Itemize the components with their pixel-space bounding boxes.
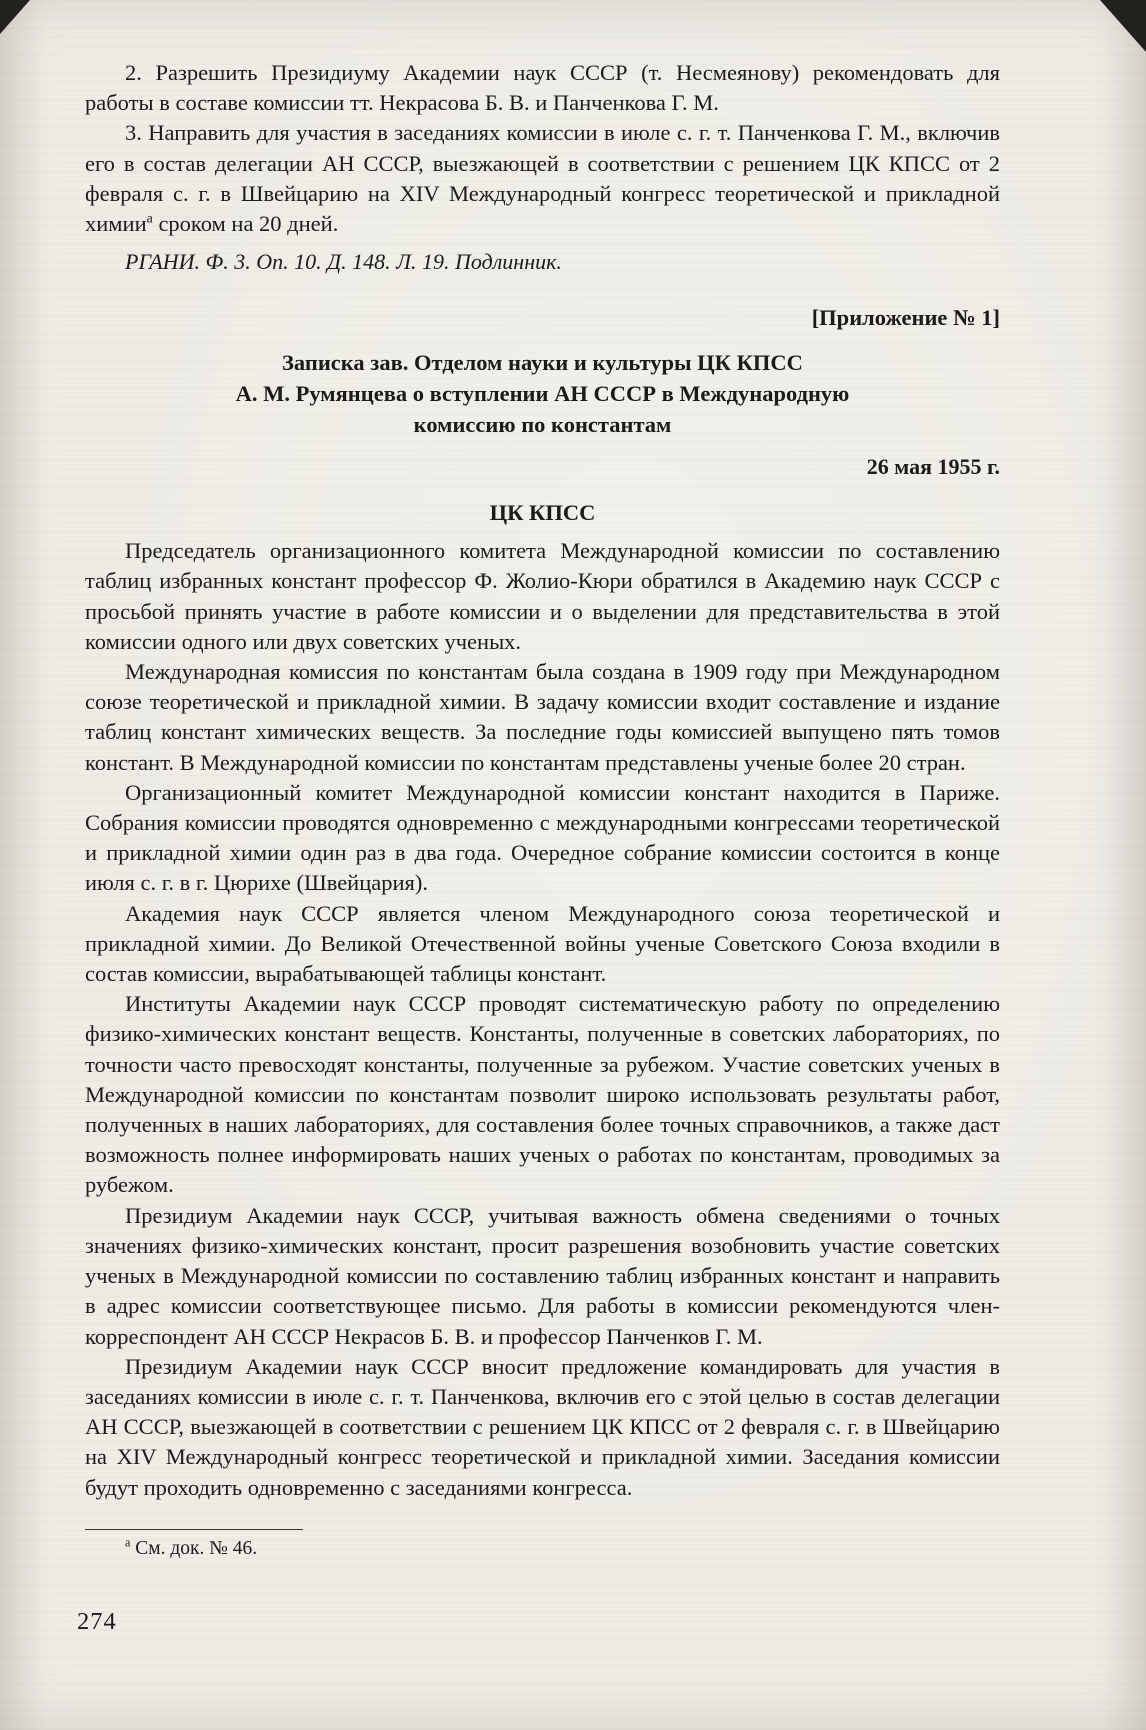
document-date: 26 мая 1955 г. (866, 454, 1000, 480)
footnote-block (85, 1529, 1000, 1562)
scan-artifact-top-left (0, 0, 30, 34)
archive-reference: РГАНИ. Ф. 3. Оп. 10. Д. 148. Л. 19. Подлинник. (125, 249, 562, 275)
body-paragraph: Президиум Академии наук СССР вносит предложение командировать для участия в заседаниях комиссии в июле с. г. т. Панченкова, включив его с этой целью в состав делегации АН СССР, выезжающей в соответствии с решением ЦК КПСС от 2 февраля с. г. в Швейцарию на XIV Международный конгресс теоретической и прикладной химии. Заседания комиссии будут проходить одновременно с заседаниями конгресса. (85, 1353, 1000, 1500)
text-segment: сроком на 20 дней. (152, 211, 339, 237)
resolution-item-2: 2. Разрешить Президиуму Академии наук СССР (т. Несмеянову) рекомендовать для работы в составе комиссии тт. Некрасова Б. В. и Панченкова Г. М. (85, 60, 1000, 116)
body-paragraph: Институты Академии наук СССР проводят систематическую работу по определению физико-химических констант веществ. Константы, полученные в советских лабораториях, по точности часто превосходят константы, полученные за рубежом. Участие советских ученых в Международной комиссии по константам позволит широко использовать результаты работ, полученных в наших лабораториях, для составления более точных справочников, а также даст возможность полнее информировать наших ученых о работах по константам, проводимых за рубежом. (85, 991, 1000, 1198)
scan-artifact-top-right (1100, 0, 1146, 52)
text-segment: 3. Направить для участия в заседаниях комиссии в июле с. г. т. Панченкова Г. М., включив его в состав делегации АН СССР, выезжающей в соответствии с решением ЦК КПСС от 2 февраля с. г. в Швейцарию на XIV Международный конгресс теоретической и прикладной химии (85, 120, 1000, 237)
footnote-rule (85, 1529, 303, 1530)
document-title (85, 347, 1000, 440)
addressee: ЦК КПСС (489, 500, 596, 526)
document-title-line-3: комиссию по константам (413, 412, 672, 438)
body-paragraph: Организационный комитет Международной комиссии констант находится в Париже. Собрания комиссии проводятся одновременно с международными конгрессами теоретической и прикладной химии один раз в два года. Очередное собрание комиссии состоится в конце июля с. г. в г. Цюрихе (Швейцария). (85, 779, 1000, 896)
body-paragraph: Академия наук СССР является членом Международного союза теоретической и прикладной химии. До Великой Отечественной войны ученые Советского Союза входили в состав комиссии, вырабатывающей таблицы констант. (85, 900, 1000, 987)
footnote-text (85, 1536, 1000, 1562)
page-content (77, 58, 1000, 1636)
text-segment: См. док. № 46. (130, 1537, 258, 1559)
appendix-label: [Приложение № 1] (811, 305, 1000, 331)
document-title-line-2: А. М. Румянцева о вступлении АН СССР в Международную (235, 381, 850, 407)
footnote-marker-ref: а (146, 211, 153, 227)
page-number: 274 (77, 1607, 117, 1635)
body-paragraph: Председатель организационного комитета Международной комиссии по составлению таблиц избранных констант профессор Ф. Жолио-Кюри обратился в Академию наук СССР с просьбой принять участие в работе комиссии и о выделении для представительства в этой комиссии одного или двух советских ученых. (85, 538, 1000, 654)
body-paragraph: Президиум Академии наук СССР, учитывая важность обмена сведениями о точных значениях физико-химических констант, просит разрешения возобновить участие советских ученых в Международной комиссии по составлению таблиц избранных констант и направить в адрес комиссии соответствующее письмо. Для работы в комиссии рекомендуются член-корреспондент АН СССР Некрасов Б. В. и профессор Панченков Г. М. (85, 1202, 1000, 1349)
body-paragraph: Международная комиссия по константам была создана в 1909 году при Международном союзе теоретической и прикладной химии. В задачу комиссии входит составление и издание таблиц констант химических веществ. За последние годы комиссией выпущено пять томов констант. В Международной комиссии по константам представлены ученые более 20 стран. (85, 659, 1000, 775)
document-title-line-1: Записка зав. Отделом науки и культуры ЦК КПСС (282, 350, 803, 376)
footnote-marker: а (125, 1535, 131, 1550)
resolution-item-3 (85, 118, 1000, 239)
